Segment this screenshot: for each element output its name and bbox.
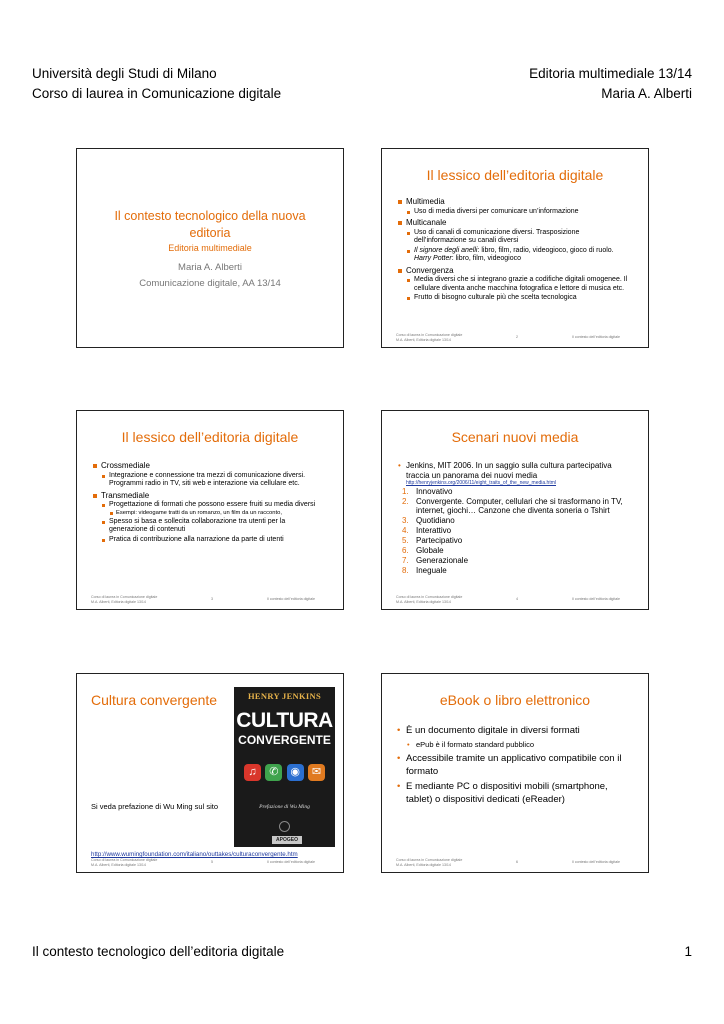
cover-title-line-1: CULTURA xyxy=(236,709,333,732)
trait-number: 8. xyxy=(402,566,409,575)
trait-number: 1. xyxy=(402,486,409,496)
list-item xyxy=(101,501,321,517)
list-item: Integrazione e connessione tra mezzi di comunicazione diversi. Programmi radio in TV, siti web e interazione via cellulare etc. xyxy=(101,472,321,489)
trait-text: Generazionale xyxy=(416,556,469,565)
list-item: Media diversi che si integrano grazie a codifiche digitali omogenee. Il cellulare diventa anche macchina fotografica e lettore di musica etc. xyxy=(406,276,630,293)
globe-icon: ◉ xyxy=(287,764,304,781)
trait-number: 7. xyxy=(402,556,409,565)
book-title: Il signore degli anelli xyxy=(414,246,478,254)
slide-footer-line-2: M.A. Alberti, Editoria digitale 13/14 xyxy=(91,862,146,867)
list-item: Esempi: videogame tratti da un romanzo, un film da un racconto, xyxy=(109,510,321,517)
bullet-text: È un documento digitale in diversi formati xyxy=(406,725,580,736)
preface-note: Si veda prefazione di Wu Ming sul sito xyxy=(91,802,219,811)
slide-1-title-line-1: Il contesto tecnologico della nuova xyxy=(114,209,306,223)
slide-number: 3 xyxy=(211,597,213,602)
trait-number: 5. xyxy=(402,536,409,545)
page-number: 1 xyxy=(684,944,692,959)
trait-text: Convergente. Computer, cellulari che si trasformano in TV, internet, giochi… Canzone che diventa soneria o Tshirt xyxy=(416,496,623,515)
trait-number: 6. xyxy=(402,546,409,555)
slide-1-subtitle: Editoria multimediale xyxy=(168,243,252,253)
slide-2 xyxy=(381,148,649,348)
page-header-left xyxy=(32,64,281,104)
list-item xyxy=(396,218,630,264)
list-item xyxy=(91,491,321,545)
slide-footer-line-2: M.A. Alberti, Editoria digitale 13/14 xyxy=(396,862,451,867)
list-item: • ePub è il formato standard pubblico xyxy=(406,739,634,750)
trait-text: Ineguale xyxy=(416,566,447,575)
slide-1-title xyxy=(87,208,333,242)
slide-5-title: Cultura convergente xyxy=(91,692,218,708)
bullet-text: Multimedia xyxy=(406,197,445,206)
cover-author: HENRY JENKINS xyxy=(248,691,321,701)
trait-item xyxy=(396,497,630,516)
list-item: • Accessibile tramite un applicativo compatibile con il formato xyxy=(396,752,634,778)
trait-text: Innovativo xyxy=(416,486,453,496)
trait-item xyxy=(396,487,630,497)
bullet-text: : libro, film, radio, videogioco, gioco di ruolo. xyxy=(477,246,614,254)
slide-1 xyxy=(76,148,344,348)
list-item xyxy=(406,247,630,264)
cover-icons xyxy=(244,764,325,781)
slide-footer-title: Il contesto dell’editoria digitale xyxy=(572,597,620,602)
list-item xyxy=(396,197,630,216)
slide-6 xyxy=(381,673,649,873)
list-item: • E mediante PC o dispositivi mobili (smartphone, tablet) o dispositivi dedicati (eReader) xyxy=(396,780,634,806)
list-item: Uso di media diversi per comunicare un’informazione xyxy=(406,208,630,217)
list-item xyxy=(396,461,630,486)
slide-1-course: Comunicazione digitale, AA 13/14 xyxy=(139,278,281,289)
music-note-icon: ♫ xyxy=(244,764,261,781)
university-name: Università degli Studi di Milano xyxy=(32,66,217,81)
slide-footer-title: Il contesto dell’editoria digitale xyxy=(267,597,315,602)
slide-footer-line-1: Corso di laurea in Comunicazione digitale xyxy=(396,858,463,863)
trait-item xyxy=(396,526,630,536)
slide-4-title: Scenari nuovi media xyxy=(451,429,579,445)
slide-footer xyxy=(396,858,634,867)
publisher-logo-icon xyxy=(279,821,290,832)
trait-item xyxy=(396,536,630,546)
slide-3 xyxy=(76,410,344,610)
slide-1-title-line-2: editoria xyxy=(189,226,231,240)
slide-5 xyxy=(76,673,344,873)
trait-item xyxy=(396,566,630,576)
slide-footer-title: Il contesto dell’editoria digitale xyxy=(572,860,620,865)
cover-publisher: APOGEO xyxy=(272,836,302,844)
list-item xyxy=(396,266,630,303)
slide-2-title: Il lessico dell’editoria digitale xyxy=(426,167,604,183)
bullet-text: Transmediale xyxy=(101,490,150,500)
slide-footer-line-1: Corso di laurea in Comunicazione digitale xyxy=(396,595,463,600)
slide-number: 5 xyxy=(211,860,213,865)
slide-footer-line-2: M.A. Alberti, Editoria digitale 13/14 xyxy=(396,337,451,342)
bullet-text: Jenkins, MIT 2006. In un saggio sulla cultura partecipativa traccia un panorama dei nuovi media xyxy=(406,461,612,480)
jenkins-link[interactable]: http://henryjenkins.org/2006/11/eight_traits_of_the_new_media.html xyxy=(406,480,557,486)
slide-footer-line-2: M.A. Alberti, Editoria digitale 13/14 xyxy=(396,599,451,604)
slide-footer xyxy=(91,858,329,867)
slide-footer-title: Il contesto dell’editoria digitale xyxy=(572,335,620,340)
slide-footer xyxy=(91,595,329,604)
slide-6-title: eBook o libro elettronico xyxy=(439,692,591,708)
trait-item xyxy=(396,516,630,526)
trait-text: Partecipativo xyxy=(416,536,463,545)
page-footer-title: Il contesto tecnologico dell’editoria digitale xyxy=(32,944,285,959)
slide-footer-line-1: Corso di laurea in Comunicazione digitale xyxy=(91,858,158,863)
slide-footer-line-1: Corso di laurea in Comunicazione digitale xyxy=(396,333,463,338)
degree-course: Corso di laurea in Comunicazione digitale xyxy=(32,86,282,101)
list-item: Frutto di bisogno culturale più che scelta tecnologica xyxy=(406,294,630,303)
bullet-text: Progettazione di formati che possono essere fruiti su media diversi xyxy=(109,501,316,508)
course-name: Editoria multimediale 13/14 xyxy=(529,66,692,81)
page-header-right xyxy=(529,64,692,104)
bullet-text: Multicanale xyxy=(406,218,447,227)
slide-footer-line-1: Corso di laurea in Comunicazione digitale xyxy=(91,595,158,600)
slide-number: 6 xyxy=(516,860,518,865)
trait-number: 3. xyxy=(402,516,409,525)
slide-3-title: Il lessico dell’editoria digitale xyxy=(121,429,299,445)
bullet-text: : libro, film, videogioco xyxy=(451,255,521,262)
slide-footer xyxy=(396,595,634,604)
bullet-text: Crossmediale xyxy=(101,461,150,470)
trait-text: Interattivo xyxy=(416,526,452,535)
list-item xyxy=(396,724,634,750)
slide-4 xyxy=(381,410,649,610)
slide-1-author: Maria A. Alberti xyxy=(178,262,242,273)
cover-title-line-2: CONVERGENTE xyxy=(238,733,331,747)
list-item: Pratica di contribuzione alla narrazione da parte di utenti xyxy=(101,536,321,545)
wuming-link[interactable]: http://www.wumingfoundation.com/italiano/outtakes/culturaconvergente.htm xyxy=(91,851,298,858)
author-name: Maria A. Alberti xyxy=(601,86,692,101)
trait-item xyxy=(396,546,630,556)
slide-number: 4 xyxy=(516,597,518,602)
trait-number: 4. xyxy=(402,526,409,535)
list-item: Spesso si basa e sollecita collaborazione tra utenti per la generazione di contenuti xyxy=(101,518,321,535)
list-item: Uso di canali di comunicazione diversi. Trasposizione dell’informazione su canali diversi xyxy=(406,229,630,246)
trait-item xyxy=(396,556,630,566)
book-cover xyxy=(234,687,335,847)
slide-number: 2 xyxy=(516,335,518,340)
trait-text: Quotidiano xyxy=(416,516,455,525)
phone-icon: ✆ xyxy=(265,764,282,781)
mail-icon: ✉ xyxy=(308,764,325,781)
trait-text: Globale xyxy=(416,546,444,555)
cover-preface: Prefazione di Wu Ming xyxy=(259,804,310,810)
traits-list xyxy=(396,487,630,576)
bullet-text: Convergenza xyxy=(406,265,454,275)
book-title: Harry Potter xyxy=(414,255,452,262)
slide-footer-title: Il contesto dell’editoria digitale xyxy=(267,860,315,865)
slide-footer-line-2: M.A. Alberti, Editoria digitale 13/14 xyxy=(91,599,146,604)
slide-footer xyxy=(396,333,634,342)
trait-number: 2. xyxy=(402,496,409,506)
list-item xyxy=(91,461,321,489)
